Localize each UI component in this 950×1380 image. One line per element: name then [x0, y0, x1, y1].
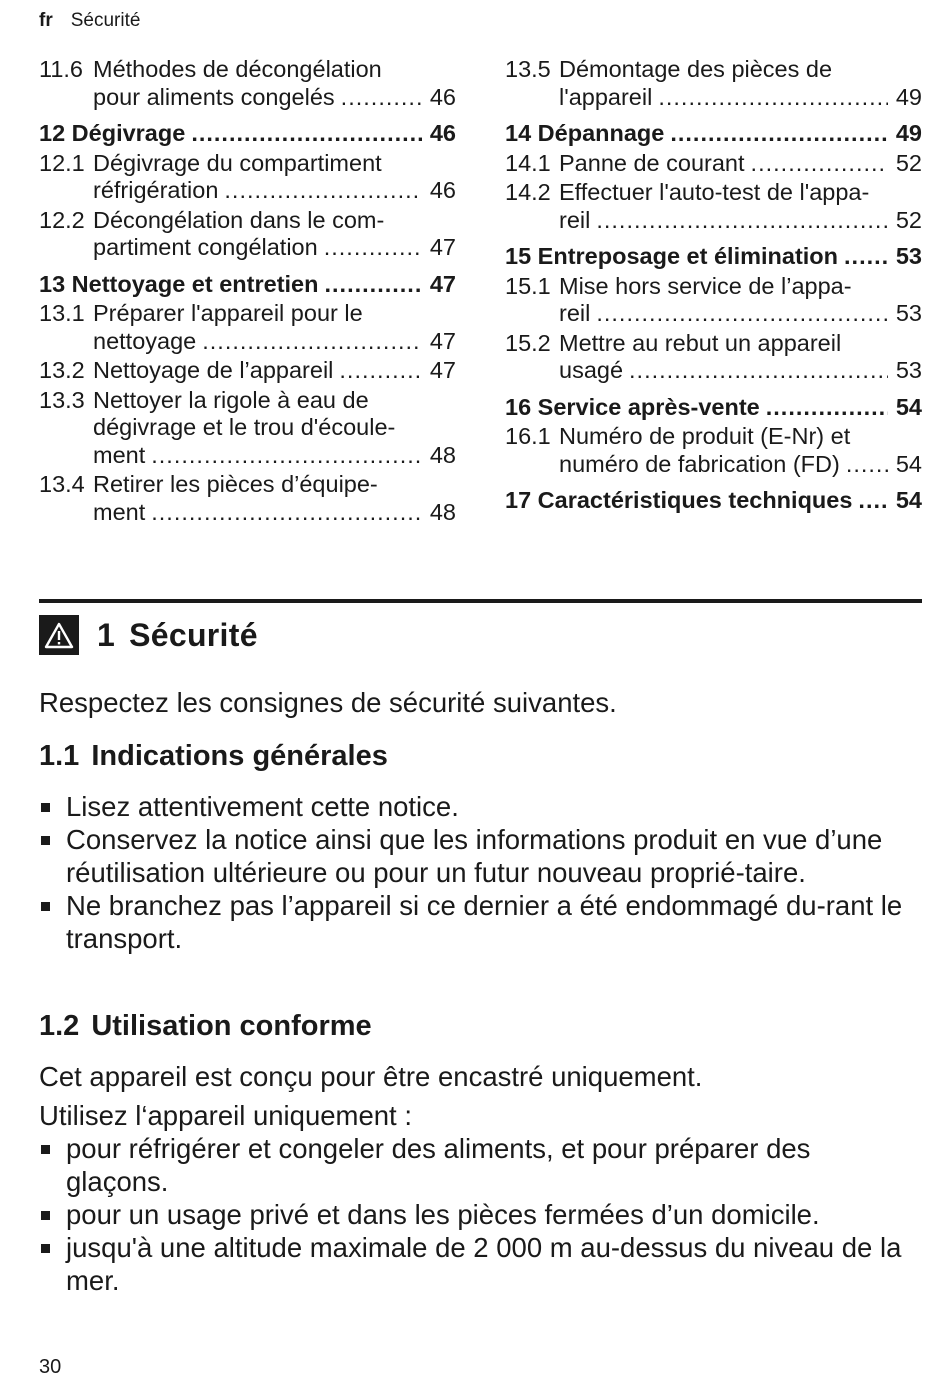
toc-dot-leader	[766, 394, 888, 422]
toc-entry-title: 17 Caractéristiques techniques	[505, 487, 853, 513]
toc-entry-title: reil	[559, 206, 591, 233]
toc-subsection-entry	[505, 56, 922, 111]
toc-entry-number: 16.1	[505, 423, 551, 449]
toc-entry-title-line: Décongélation dans le com-	[93, 206, 385, 233]
toc-page-number: 54	[895, 450, 922, 477]
toc-entry-number: 13.1	[39, 300, 85, 326]
toc-chapter-entry	[505, 243, 922, 271]
toc-subsection-entry	[505, 150, 922, 178]
toc-entry-title: Panne de courant	[559, 149, 745, 176]
toc-dot-leader	[844, 243, 888, 271]
toc-page-number: 53	[895, 300, 922, 326]
toc-dot-leader	[846, 451, 888, 479]
toc-page-number: 54	[895, 393, 922, 420]
toc-page-number: 49	[895, 120, 922, 146]
toc-page-number: 46	[429, 177, 456, 203]
toc-chapter-entry	[505, 487, 922, 515]
toc-entry-number: 15.1	[505, 272, 551, 299]
language-code: fr	[39, 10, 53, 31]
toc-entry-number: 13.2	[39, 357, 85, 383]
toc-dot-leader	[324, 234, 422, 262]
toc-dot-leader	[858, 487, 888, 515]
toc-entry-title: reil	[559, 300, 591, 326]
bullet-item: Conservez la notice ainsi que les informations produit en vue d’une réutilisation ultérieure ou pour un futur nouveau proprié-taire.	[39, 823, 919, 889]
toc-page-number: 47	[429, 327, 456, 354]
toc-page-number: 52	[895, 149, 922, 176]
toc-entry-title-line: Dégivrage du compartiment	[93, 149, 382, 176]
page-header	[39, 10, 140, 32]
intro-text: Respectez les consignes de sécurité suivantes.	[39, 687, 617, 718]
toc-dot-leader	[341, 84, 422, 112]
toc-entry-number: 14.2	[505, 179, 551, 205]
toc-page-number: 48	[429, 498, 456, 525]
toc-subsection-entry	[39, 471, 456, 526]
toc-dot-leader	[596, 300, 888, 328]
toc-page-number: 46	[429, 83, 456, 110]
toc-entry-number: 15.2	[505, 329, 551, 356]
toc-entry-title: réfrigération	[93, 177, 219, 203]
toc-dot-leader	[151, 499, 422, 527]
toc-subsection-entry	[505, 330, 922, 385]
toc-subsection-entry	[39, 150, 456, 205]
toc-page-number: 47	[429, 234, 456, 260]
toc-right-column	[505, 56, 922, 517]
toc-entry-title-line: Mettre au rebut un appareil	[559, 329, 842, 356]
toc-entry-title: 16 Service après-vente	[505, 393, 760, 420]
toc-page-number: 49	[895, 83, 922, 110]
toc-entry-title: nettoyage	[93, 327, 197, 354]
toc-chapter-entry	[505, 120, 922, 148]
bullet-item: pour un usage privé et dans les pièces fermées d’un domicile.	[39, 1198, 919, 1231]
subsection-heading-general: 1.1 Indications générales	[39, 740, 388, 772]
bullet-item: pour réfrigérer et congeler des aliments, et pour préparer des glaçons.	[39, 1132, 919, 1198]
toc-dot-leader	[596, 207, 888, 235]
toc-dot-leader	[324, 271, 422, 299]
toc-page-number: 47	[429, 270, 456, 297]
toc-entry-title-line: Effectuer l'auto-test de l'appa-	[559, 179, 870, 205]
toc-subsection-entry	[39, 56, 456, 111]
toc-dot-leader	[339, 357, 422, 385]
bullet-item: Lisez attentivement cette notice.	[39, 790, 919, 823]
toc-subsection-entry	[505, 273, 922, 328]
toc-entry-title: numéro de fabrication (FD)	[559, 450, 840, 477]
toc-entry-number: 11.6	[39, 56, 83, 82]
toc-entry-number: 12.1	[39, 149, 85, 176]
toc-dot-leader	[202, 328, 422, 356]
toc-page-number: 46	[429, 120, 456, 146]
toc-entry-number: 13.4	[39, 471, 85, 497]
toc-entry-number: 13.3	[39, 386, 85, 413]
toc-subsection-entry	[39, 300, 456, 355]
subsection-heading-intended-use: 1.2 Utilisation conforme	[39, 1010, 372, 1042]
toc-entry-title-line: Méthodes de décongélation	[93, 56, 382, 82]
toc-subsection-entry	[39, 357, 456, 385]
warning-triangle-icon	[39, 615, 79, 655]
toc-chapter-entry	[39, 120, 456, 148]
toc-entry-title: partiment congélation	[93, 234, 318, 260]
toc-chapter-entry	[39, 271, 456, 299]
toc-page-number: 53	[895, 243, 922, 269]
toc-dot-leader	[670, 120, 888, 148]
bullet-item: Ne branchez pas l’appareil si ce dernier a été endommagé du-rant le transport.	[39, 889, 919, 955]
toc-entry-title: Nettoyage de l’appareil	[93, 357, 334, 383]
toc-entry-title-line: Démontage des pièces de	[559, 56, 833, 82]
section-heading	[39, 615, 258, 655]
section-title: 1 Sécurité	[97, 616, 258, 653]
toc-chapter-entry	[505, 394, 922, 422]
toc-entry-title: 15 Entreposage et élimination	[505, 243, 839, 269]
toc-page-number: 48	[429, 441, 456, 468]
toc-subsection-entry	[39, 207, 456, 262]
toc-entry-title: pour aliments congelés	[93, 83, 335, 110]
toc-entry-title-line: Retirer les pièces d’équipe-	[93, 471, 378, 497]
toc-entry-number: 13.5	[505, 56, 551, 82]
toc-dot-leader	[224, 177, 422, 205]
toc-page-number: 52	[895, 206, 922, 233]
toc-page-number: 54	[895, 487, 922, 513]
toc-dot-leader	[658, 84, 888, 112]
intended-use-text: Cet appareil est conçu pour être encastré uniquement.	[39, 1061, 703, 1092]
toc-dot-leader	[751, 150, 888, 178]
toc-entry-title: l'appareil	[559, 83, 653, 110]
toc-entry-title: ment	[93, 498, 146, 525]
toc-entry-title: ment	[93, 441, 146, 468]
toc-subsection-entry	[505, 423, 922, 478]
toc-page-number: 47	[429, 357, 456, 383]
toc-entry-title-line: dégivrage et le trou d'écoule-	[93, 414, 396, 440]
intended-use-list	[39, 1132, 919, 1297]
bullet-item: jusqu'à une altitude maximale de 2 000 m au-dessus du niveau de la mer.	[39, 1231, 919, 1297]
toc-left-column	[39, 56, 456, 526]
toc-entry-title-line: Mise hors service de l’appa-	[559, 272, 852, 299]
toc-entry-title: usagé	[559, 357, 624, 383]
toc-dot-leader	[629, 357, 888, 385]
intended-use-intro: Utilisez l‘appareil uniquement :	[39, 1100, 412, 1131]
toc-entry-number: 12.2	[39, 206, 85, 233]
page-number: 30	[39, 1356, 62, 1378]
toc-entry-title-line: Préparer l'appareil pour le	[93, 300, 363, 326]
toc-entry-title: 13 Nettoyage et entretien	[39, 270, 319, 297]
general-instructions-list	[39, 790, 919, 955]
toc-dot-leader	[191, 120, 422, 148]
header-section-name: Sécurité	[70, 10, 141, 31]
toc-entry-title: 12 Dégivrage	[39, 120, 186, 146]
toc-entry-title-line: Nettoyer la rigole à eau de	[93, 386, 369, 413]
toc-page-number: 53	[895, 357, 922, 383]
toc-subsection-entry	[505, 179, 922, 234]
toc-entry-number: 14.1	[505, 149, 551, 176]
toc-dot-leader	[151, 442, 422, 470]
toc-entry-title-line: Numéro de produit (E-Nr) et	[559, 423, 851, 449]
section-divider	[39, 599, 922, 603]
toc-entry-title: 14 Dépannage	[505, 120, 665, 146]
toc-subsection-entry	[39, 387, 456, 470]
